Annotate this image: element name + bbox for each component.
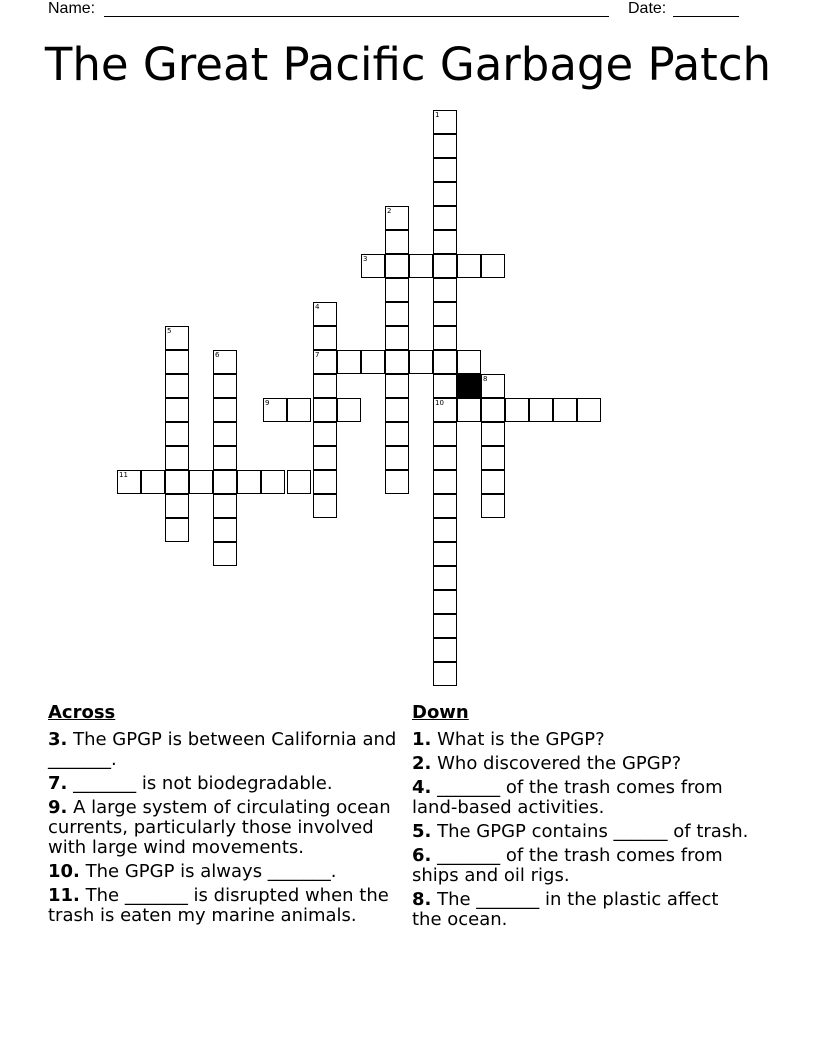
crossword-cell[interactable] — [481, 422, 505, 446]
clue-number: 6. — [412, 845, 432, 866]
crossword-cell[interactable] — [481, 254, 505, 278]
clue-number: 4. — [412, 777, 432, 798]
crossword-cell[interactable] — [433, 494, 457, 518]
clue-text: The GPGP contains ______ of trash. — [437, 821, 749, 842]
crossword-cell[interactable] — [313, 494, 337, 518]
clue-number-label: 1 — [435, 111, 440, 119]
clue-number-label: 11 — [119, 471, 128, 479]
crossword-cell[interactable] — [433, 230, 457, 254]
crossword-cell[interactable] — [433, 446, 457, 470]
clue-down-6 — [412, 846, 752, 886]
crossword-cell[interactable] — [385, 302, 409, 326]
crossword-cell[interactable] — [433, 350, 457, 374]
clue-number-label: 5 — [167, 327, 172, 335]
clue-number-label: 8 — [483, 375, 488, 383]
crossword-cell[interactable] — [433, 518, 457, 542]
crossword-cell[interactable] — [457, 254, 481, 278]
crossword-cell[interactable] — [457, 398, 481, 422]
clue-down-8 — [412, 890, 752, 930]
crossword-cell[interactable] — [481, 398, 505, 422]
clue-number: 9. — [48, 797, 68, 818]
clue-across-10 — [48, 862, 410, 882]
crossword-cell[interactable] — [433, 326, 457, 350]
crossword-cell[interactable] — [457, 350, 481, 374]
crossword-cell[interactable] — [433, 278, 457, 302]
crossword-cell[interactable] — [433, 638, 457, 662]
clue-across-9 — [48, 798, 410, 858]
crossword-cell[interactable] — [287, 470, 311, 494]
crossword-cell[interactable] — [577, 398, 601, 422]
crossword-cell[interactable] — [165, 518, 189, 542]
clue-down-1 — [412, 730, 752, 750]
crossword-cell[interactable] — [313, 398, 337, 422]
crossword-cell[interactable] — [165, 350, 189, 374]
clue-number-label: 3 — [363, 255, 368, 263]
crossword-cell[interactable] — [213, 422, 237, 446]
crossword-cell[interactable] — [287, 398, 311, 422]
crossword-cell[interactable] — [433, 158, 457, 182]
clue-number: 10. — [48, 861, 80, 882]
date-label: Date: — [628, 0, 667, 17]
clue-text: The GPGP is between California and _______. — [48, 729, 397, 770]
crossword-cell[interactable] — [313, 446, 337, 470]
clue-number: 8. — [412, 889, 432, 910]
crossword-cell[interactable] — [165, 398, 189, 422]
clue-text: _______ of the trash comes from ships and oil rigs. — [412, 845, 723, 886]
crossword-cell[interactable] — [433, 134, 457, 158]
clue-number-label: 2 — [387, 207, 392, 215]
crossword-cell[interactable] — [165, 374, 189, 398]
crossword-cell[interactable] — [337, 350, 361, 374]
crossword-cell[interactable] — [553, 398, 577, 422]
crossword-cell[interactable] — [385, 422, 409, 446]
crossword-cell[interactable] — [165, 422, 189, 446]
crossword-cell[interactable] — [337, 398, 361, 422]
crossword-cell[interactable] — [385, 278, 409, 302]
crossword-cell[interactable] — [313, 422, 337, 446]
crossword-cell[interactable] — [313, 326, 337, 350]
crossword-cell[interactable] — [237, 470, 261, 494]
crossword-cell[interactable] — [313, 470, 337, 494]
across-clues — [48, 703, 410, 930]
clue-number: 7. — [48, 773, 68, 794]
crossword-cell[interactable] — [213, 446, 237, 470]
crossword-cell[interactable] — [213, 398, 237, 422]
clue-number: 2. — [412, 753, 432, 774]
crossword-cell[interactable] — [189, 470, 213, 494]
clue-down-5 — [412, 822, 752, 842]
crossword-cell[interactable] — [481, 446, 505, 470]
clue-text: What is the GPGP? — [437, 729, 605, 750]
crossword-cell[interactable] — [433, 206, 457, 230]
clue-across-11 — [48, 886, 410, 926]
clue-number-label: 4 — [315, 303, 320, 311]
clue-number: 1. — [412, 729, 432, 750]
clue-number: 5. — [412, 821, 432, 842]
clue-down-4 — [412, 778, 752, 818]
crossword-cell[interactable] — [433, 302, 457, 326]
crossword-cell[interactable] — [433, 566, 457, 590]
crossword-cell[interactable] — [505, 398, 529, 422]
crossword-cell[interactable] — [213, 494, 237, 518]
crossword-cell[interactable] — [433, 662, 457, 686]
crossword-black-cell — [457, 374, 481, 398]
crossword-cell[interactable] — [433, 422, 457, 446]
crossword-cell[interactable] — [385, 470, 409, 494]
crossword-cell[interactable] — [385, 326, 409, 350]
crossword-cell[interactable] — [165, 470, 189, 494]
clue-number-label: 7 — [315, 351, 320, 359]
crossword-cell[interactable] — [481, 470, 505, 494]
crossword-cell[interactable] — [409, 350, 433, 374]
crossword-cell[interactable] — [213, 518, 237, 542]
crossword-cell[interactable] — [529, 398, 553, 422]
crossword-cell[interactable] — [433, 254, 457, 278]
crossword-cell[interactable] — [261, 470, 285, 494]
crossword-cell[interactable] — [433, 374, 457, 398]
clue-text: _______ is not biodegradable. — [73, 773, 333, 794]
clue-text: A large system of circulating ocean currents, particularly those involved with large wind movements. — [48, 797, 391, 858]
crossword-cell[interactable] — [213, 542, 237, 566]
crossword-cell[interactable] — [313, 374, 337, 398]
crossword-cell[interactable] — [433, 542, 457, 566]
clue-number-label: 9 — [265, 399, 270, 407]
down-heading: Down — [412, 702, 469, 723]
across-heading: Across — [48, 702, 116, 723]
name-label: Name: — [48, 0, 96, 17]
crossword-cell[interactable] — [165, 446, 189, 470]
crossword-cell[interactable] — [433, 614, 457, 638]
clue-text: The _______ is disrupted when the trash is eaten my marine animals. — [48, 885, 389, 926]
clue-down-2 — [412, 754, 752, 774]
crossword-cell[interactable] — [385, 350, 409, 374]
crossword-cell[interactable] — [433, 470, 457, 494]
crossword-cell[interactable] — [433, 590, 457, 614]
crossword-cell[interactable] — [385, 230, 409, 254]
clue-text: The GPGP is always _______. — [85, 861, 337, 882]
crossword-cell[interactable] — [213, 470, 237, 494]
crossword-cell[interactable] — [213, 374, 237, 398]
clue-text: _______ of the trash comes from land-based activities. — [412, 777, 723, 818]
clue-across-3 — [48, 730, 410, 770]
clue-across-7 — [48, 774, 410, 794]
crossword-cell[interactable] — [141, 470, 165, 494]
clue-number: 11. — [48, 885, 80, 906]
crossword-cell[interactable] — [165, 494, 189, 518]
clue-number-label: 6 — [215, 351, 220, 359]
down-clues — [412, 703, 752, 934]
crossword-cell[interactable] — [433, 182, 457, 206]
crossword-cell[interactable] — [481, 494, 505, 518]
page-title: The Great Pacific Garbage Patch — [44, 38, 772, 91]
clue-number: 3. — [48, 729, 68, 750]
clue-text: The _______ in the plastic affect the ocean. — [412, 889, 719, 930]
clue-text: Who discovered the GPGP? — [437, 753, 682, 774]
crossword-cell[interactable] — [385, 398, 409, 422]
crossword-cell[interactable] — [385, 374, 409, 398]
crossword-cell[interactable] — [409, 254, 433, 278]
crossword-cell[interactable] — [385, 254, 409, 278]
clue-number-label: 10 — [435, 399, 444, 407]
crossword-cell[interactable] — [385, 446, 409, 470]
crossword-cell[interactable] — [361, 350, 385, 374]
